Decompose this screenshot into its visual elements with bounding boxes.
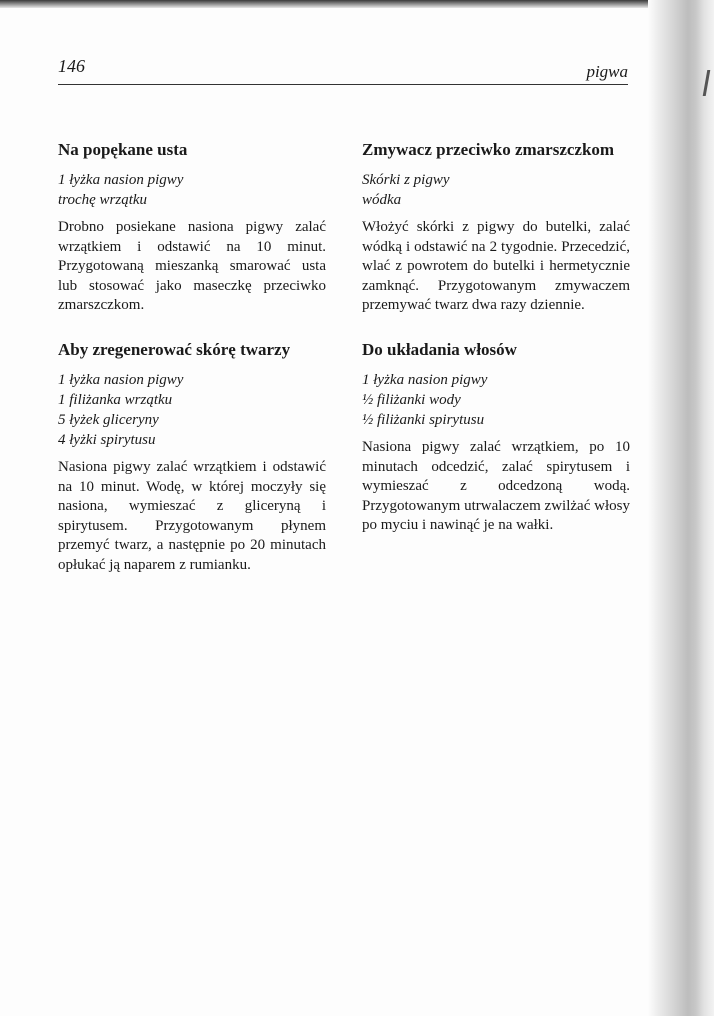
recipe-hair-styling: [362, 340, 630, 536]
left-column: [58, 140, 326, 598]
ingredient: 1 łyżka nasion pigwy: [58, 172, 184, 188]
gutter-mark: [703, 70, 711, 96]
ingredient: 4 łyżki spirytusu: [58, 431, 156, 448]
ingredient-list: [58, 370, 326, 450]
ingredient-list: [362, 170, 630, 210]
running-head: pigwa: [586, 62, 628, 81]
ingredient: 5 łyżek gliceryny: [58, 411, 159, 428]
ingredient-list: [362, 370, 630, 430]
ingredient: 1 łyżka nasion pigwy: [362, 371, 488, 388]
recipe-skin-regeneration: [58, 340, 326, 576]
ingredient: ½ filiżanki spirytusu: [362, 411, 485, 428]
recipe-title: Do układania włosów: [362, 339, 517, 359]
ingredient: wódka: [362, 192, 402, 208]
ingredient: ½ filiżanki wody: [362, 391, 461, 408]
recipe-title: Zmywacz przeciwko zmarszczkom: [362, 140, 615, 159]
recipe-instructions: Nasiona pigwy zalać wrzątkiem i odstawić na 10 minut. Wodę, w której moczyły się nasiona, wymieszać z gliceryną i spirytusem. Przygotowanym płynem przemyć twarz, a następnie po 20 minutach opłukać ją naparem z rumianku.: [58, 458, 326, 573]
recipe-instructions: Nasiona pigwy zalać wrzątkiem, po 10 minutach odcedzić, zalać spirytusem i wymieszać z odcedzoną wodą. Przygotowanym utrwalaczem zwilżać włosy po myciu i nawinąć je na wałki.: [362, 438, 630, 534]
recipe-instructions: Włożyć skórki z pigwy do butelki, zalać wódką i odstawić na 2 tygodnie. Przecedzić, wlać z powrotem do butelki i hermetycznie zamknąć. Przygotowanym zmywaczem przemywać twarz dwa razy dziennie.: [362, 219, 630, 314]
recipe-chapped-lips: [58, 140, 326, 316]
ingredient: 1 filiżanka wrzątku: [58, 391, 173, 408]
scan-top-edge: [0, 0, 714, 8]
ingredient: 1 łyżka nasion pigwy: [58, 371, 184, 388]
ingredient: trochę wrzątku: [58, 192, 148, 208]
ingredient-list: [58, 170, 326, 210]
recipe-wrinkle-cleanser: [362, 140, 630, 316]
recipe-title: Aby zregenerować skórę twarzy: [58, 339, 291, 359]
recipe-title: Na popękane usta: [58, 140, 188, 159]
page-header: [58, 56, 628, 88]
binding-gutter-shadow: [648, 0, 714, 1016]
ingredient: Skórki z pigwy: [362, 172, 450, 188]
page-number: 146: [58, 56, 85, 76]
header-rule: [58, 84, 628, 85]
recipe-instructions: Drobno posiekane nasiona pigwy zalać wrzątkiem i odstawić na 10 minut. Przygotowaną mieszanką smarować usta lub stosować jako maseczkę przeciwko zmarszczkom.: [58, 219, 326, 314]
right-column: [362, 140, 630, 558]
